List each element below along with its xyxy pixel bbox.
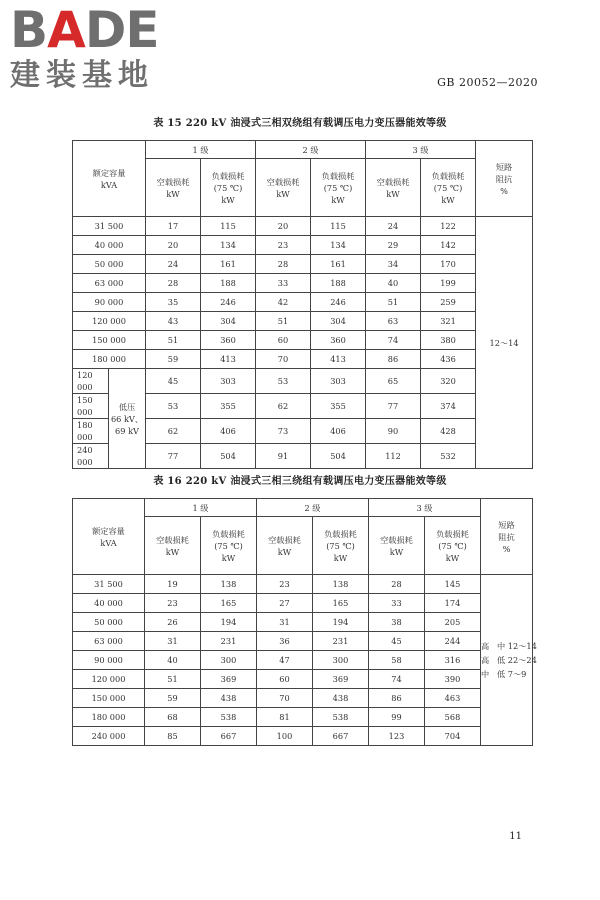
value-cell: 246: [311, 293, 366, 312]
page-number: 11: [509, 831, 522, 842]
value-cell: 463: [425, 689, 481, 708]
capacity-cell: 90 000: [73, 293, 146, 312]
capacity-cell: 90 000: [73, 651, 145, 670]
value-cell: 51: [146, 331, 201, 350]
value-cell: 199: [421, 274, 476, 293]
impedance-item: 高 低 22～24: [481, 655, 537, 665]
value-cell: 231: [201, 632, 257, 651]
value-cell: 413: [311, 350, 366, 369]
value-cell: 62: [256, 394, 311, 419]
value-cell: 406: [201, 419, 256, 444]
value-cell: 355: [201, 394, 256, 419]
value-cell: 170: [421, 255, 476, 274]
table15-caption: 表 15 220 kV 油浸式三相双绕组有载调压电力变压器能效等级: [153, 118, 447, 129]
value-cell: 73: [256, 419, 311, 444]
value-cell: 45: [146, 369, 201, 394]
capacity-cell: 120 000: [73, 670, 145, 689]
grade3-header: 3 级: [369, 499, 481, 517]
value-cell: 165: [313, 594, 369, 613]
value-cell: 100: [257, 727, 313, 746]
table16: [72, 498, 537, 746]
load-loss-header: 负载损耗 (75 ℃) kW: [421, 159, 476, 217]
no-load-loss-header: 空载损耗 kW: [257, 517, 313, 575]
value-cell: 40: [366, 274, 421, 293]
table-row: [73, 594, 533, 613]
capacity-cell: 120 000: [73, 369, 109, 394]
impedance-item: 高 中 12～14: [481, 641, 537, 651]
value-cell: 532: [421, 444, 476, 469]
value-cell: 123: [369, 727, 425, 746]
capacity-cell: 150 000: [73, 394, 109, 419]
value-cell: 99: [369, 708, 425, 727]
table-row: [73, 350, 533, 369]
logo-wordmark: BADE: [10, 1, 159, 59]
load-loss-header: 负载损耗 (75 ℃) kW: [313, 517, 369, 575]
no-load-loss-header: 空载损耗 kW: [146, 159, 201, 217]
table-row: [73, 632, 533, 651]
value-cell: 33: [369, 594, 425, 613]
value-cell: 68: [145, 708, 201, 727]
value-cell: 138: [201, 575, 257, 594]
value-cell: 369: [201, 670, 257, 689]
grade1-header: 1 级: [146, 141, 256, 159]
value-cell: 704: [425, 727, 481, 746]
value-cell: 134: [201, 236, 256, 255]
value-cell: 231: [313, 632, 369, 651]
value-cell: 31: [257, 613, 313, 632]
value-cell: 244: [425, 632, 481, 651]
value-cell: 436: [421, 350, 476, 369]
value-cell: 91: [256, 444, 311, 469]
value-cell: 390: [425, 670, 481, 689]
value-cell: 62: [146, 419, 201, 444]
value-cell: 40: [145, 651, 201, 670]
impedance-cell: 12～14: [476, 217, 533, 469]
table-row: [73, 708, 533, 727]
value-cell: 428: [421, 419, 476, 444]
value-cell: 53: [256, 369, 311, 394]
value-cell: 115: [201, 217, 256, 236]
capacity-cell: 240 000: [73, 727, 145, 746]
value-cell: 17: [146, 217, 201, 236]
load-loss-header: 负载损耗 (75 ℃) kW: [201, 517, 257, 575]
table-row: [73, 293, 533, 312]
value-cell: 161: [311, 255, 366, 274]
grade3-header: 3 级: [366, 141, 476, 159]
value-cell: 304: [201, 312, 256, 331]
value-cell: 355: [311, 394, 366, 419]
value-cell: 316: [425, 651, 481, 670]
value-cell: 174: [425, 594, 481, 613]
table15: [72, 140, 533, 469]
logo-accent-letter: A: [47, 1, 85, 59]
value-cell: 438: [313, 689, 369, 708]
value-cell: 380: [421, 331, 476, 350]
capacity-cell: 63 000: [73, 632, 145, 651]
impedance-header: 短路 阻抗 %: [476, 141, 533, 217]
standard-number: GB 20052—2020: [437, 76, 538, 89]
value-cell: 51: [256, 312, 311, 331]
value-cell: 504: [311, 444, 366, 469]
capacity-header: 额定容量 kVA: [73, 499, 145, 575]
value-cell: 321: [421, 312, 476, 331]
value-cell: 122: [421, 217, 476, 236]
value-cell: 86: [366, 350, 421, 369]
value-cell: 59: [145, 689, 201, 708]
value-cell: 42: [256, 293, 311, 312]
value-cell: 369: [313, 670, 369, 689]
value-cell: 35: [146, 293, 201, 312]
value-cell: 538: [313, 708, 369, 727]
value-cell: 20: [256, 217, 311, 236]
value-cell: 29: [366, 236, 421, 255]
impedance-list: [481, 639, 537, 681]
value-cell: 504: [201, 444, 256, 469]
value-cell: 304: [311, 312, 366, 331]
value-cell: 413: [201, 350, 256, 369]
capacity-cell: 40 000: [73, 594, 145, 613]
capacity-cell: 31 500: [73, 575, 145, 594]
value-cell: 138: [313, 575, 369, 594]
value-cell: 300: [201, 651, 257, 670]
impedance-cell: [481, 575, 537, 746]
low-voltage-label: 低压 66 kV、 69 kV: [109, 369, 146, 469]
value-cell: 303: [201, 369, 256, 394]
value-cell: 24: [366, 217, 421, 236]
value-cell: 188: [311, 274, 366, 293]
impedance-item: 中 低 7～9: [481, 669, 527, 679]
value-cell: 568: [425, 708, 481, 727]
value-cell: 74: [366, 331, 421, 350]
value-cell: 667: [201, 727, 257, 746]
value-cell: 134: [311, 236, 366, 255]
grade1-header: 1 级: [145, 499, 257, 517]
value-cell: 19: [145, 575, 201, 594]
brand-logo: [10, 1, 180, 94]
impedance-header: 短路 阻抗 %: [481, 499, 533, 575]
value-cell: 34: [366, 255, 421, 274]
value-cell: 45: [369, 632, 425, 651]
value-cell: 28: [146, 274, 201, 293]
value-cell: 26: [145, 613, 201, 632]
value-cell: 360: [311, 331, 366, 350]
table-row: [73, 274, 533, 293]
value-cell: 86: [369, 689, 425, 708]
value-cell: 360: [201, 331, 256, 350]
value-cell: 303: [311, 369, 366, 394]
value-cell: 53: [146, 394, 201, 419]
no-load-loss-header: 空载损耗 kW: [369, 517, 425, 575]
value-cell: 115: [311, 217, 366, 236]
value-cell: 31: [145, 632, 201, 651]
capacity-cell: 240 000: [73, 444, 109, 469]
value-cell: 27: [257, 594, 313, 613]
value-cell: 188: [201, 274, 256, 293]
value-cell: 438: [201, 689, 257, 708]
value-cell: 60: [257, 670, 313, 689]
value-cell: 23: [256, 236, 311, 255]
table-row: [73, 727, 533, 746]
table-row: [73, 236, 533, 255]
value-cell: 667: [313, 727, 369, 746]
table-row: [73, 670, 533, 689]
value-cell: 60: [256, 331, 311, 350]
value-cell: 47: [257, 651, 313, 670]
table-row: [73, 651, 533, 670]
value-cell: 74: [369, 670, 425, 689]
capacity-cell: 180 000: [73, 708, 145, 727]
table-row: [73, 255, 533, 274]
capacity-cell: 50 000: [73, 255, 146, 274]
value-cell: 374: [421, 394, 476, 419]
grade2-header: 2 级: [256, 141, 366, 159]
value-cell: 51: [366, 293, 421, 312]
value-cell: 43: [146, 312, 201, 331]
value-cell: 38: [369, 613, 425, 632]
value-cell: 194: [313, 613, 369, 632]
capacity-cell: 180 000: [73, 350, 146, 369]
capacity-cell: 40 000: [73, 236, 146, 255]
value-cell: 538: [201, 708, 257, 727]
value-cell: 161: [201, 255, 256, 274]
value-cell: 24: [146, 255, 201, 274]
capacity-cell: 150 000: [73, 331, 146, 350]
table-row: [73, 369, 533, 394]
value-cell: 51: [145, 670, 201, 689]
value-cell: 70: [256, 350, 311, 369]
grade2-header: 2 级: [257, 499, 369, 517]
value-cell: 63: [366, 312, 421, 331]
table-row: [73, 689, 533, 708]
table-row: [73, 575, 533, 594]
no-load-loss-header: 空载损耗 kW: [256, 159, 311, 217]
value-cell: 28: [256, 255, 311, 274]
value-cell: 145: [425, 575, 481, 594]
value-cell: 77: [146, 444, 201, 469]
table-row: [73, 217, 533, 236]
capacity-cell: 50 000: [73, 613, 145, 632]
value-cell: 194: [201, 613, 257, 632]
capacity-cell: 31 500: [73, 217, 146, 236]
capacity-cell: 180 000: [73, 419, 109, 444]
value-cell: 70: [257, 689, 313, 708]
value-cell: 85: [145, 727, 201, 746]
value-cell: 300: [313, 651, 369, 670]
no-load-loss-header: 空载损耗 kW: [366, 159, 421, 217]
capacity-header: 额定容量 kVA: [73, 141, 146, 217]
no-load-loss-header: 空载损耗 kW: [145, 517, 201, 575]
value-cell: 81: [257, 708, 313, 727]
value-cell: 205: [425, 613, 481, 632]
value-cell: 259: [421, 293, 476, 312]
value-cell: 406: [311, 419, 366, 444]
table16-caption: 表 16 220 kV 油浸式三相三绕组有载调压电力变压器能效等级: [153, 476, 447, 487]
value-cell: 165: [201, 594, 257, 613]
table-row: [73, 613, 533, 632]
load-loss-header: 负载损耗 (75 ℃) kW: [311, 159, 366, 217]
value-cell: 28: [369, 575, 425, 594]
logo-subtitle: 建装基地: [10, 58, 154, 93]
value-cell: 112: [366, 444, 421, 469]
value-cell: 36: [257, 632, 313, 651]
value-cell: 58: [369, 651, 425, 670]
value-cell: 320: [421, 369, 476, 394]
value-cell: 246: [201, 293, 256, 312]
capacity-cell: 150 000: [73, 689, 145, 708]
value-cell: 20: [146, 236, 201, 255]
value-cell: 23: [257, 575, 313, 594]
value-cell: 33: [256, 274, 311, 293]
capacity-cell: 63 000: [73, 274, 146, 293]
value-cell: 59: [146, 350, 201, 369]
capacity-cell: 120 000: [73, 312, 146, 331]
value-cell: 77: [366, 394, 421, 419]
table-row: [73, 312, 533, 331]
value-cell: 65: [366, 369, 421, 394]
value-cell: 142: [421, 236, 476, 255]
value-cell: 90: [366, 419, 421, 444]
table-row: [73, 331, 533, 350]
load-loss-header: 负载损耗 (75 ℃) kW: [425, 517, 481, 575]
load-loss-header: 负载损耗 (75 ℃) kW: [201, 159, 256, 217]
value-cell: 23: [145, 594, 201, 613]
